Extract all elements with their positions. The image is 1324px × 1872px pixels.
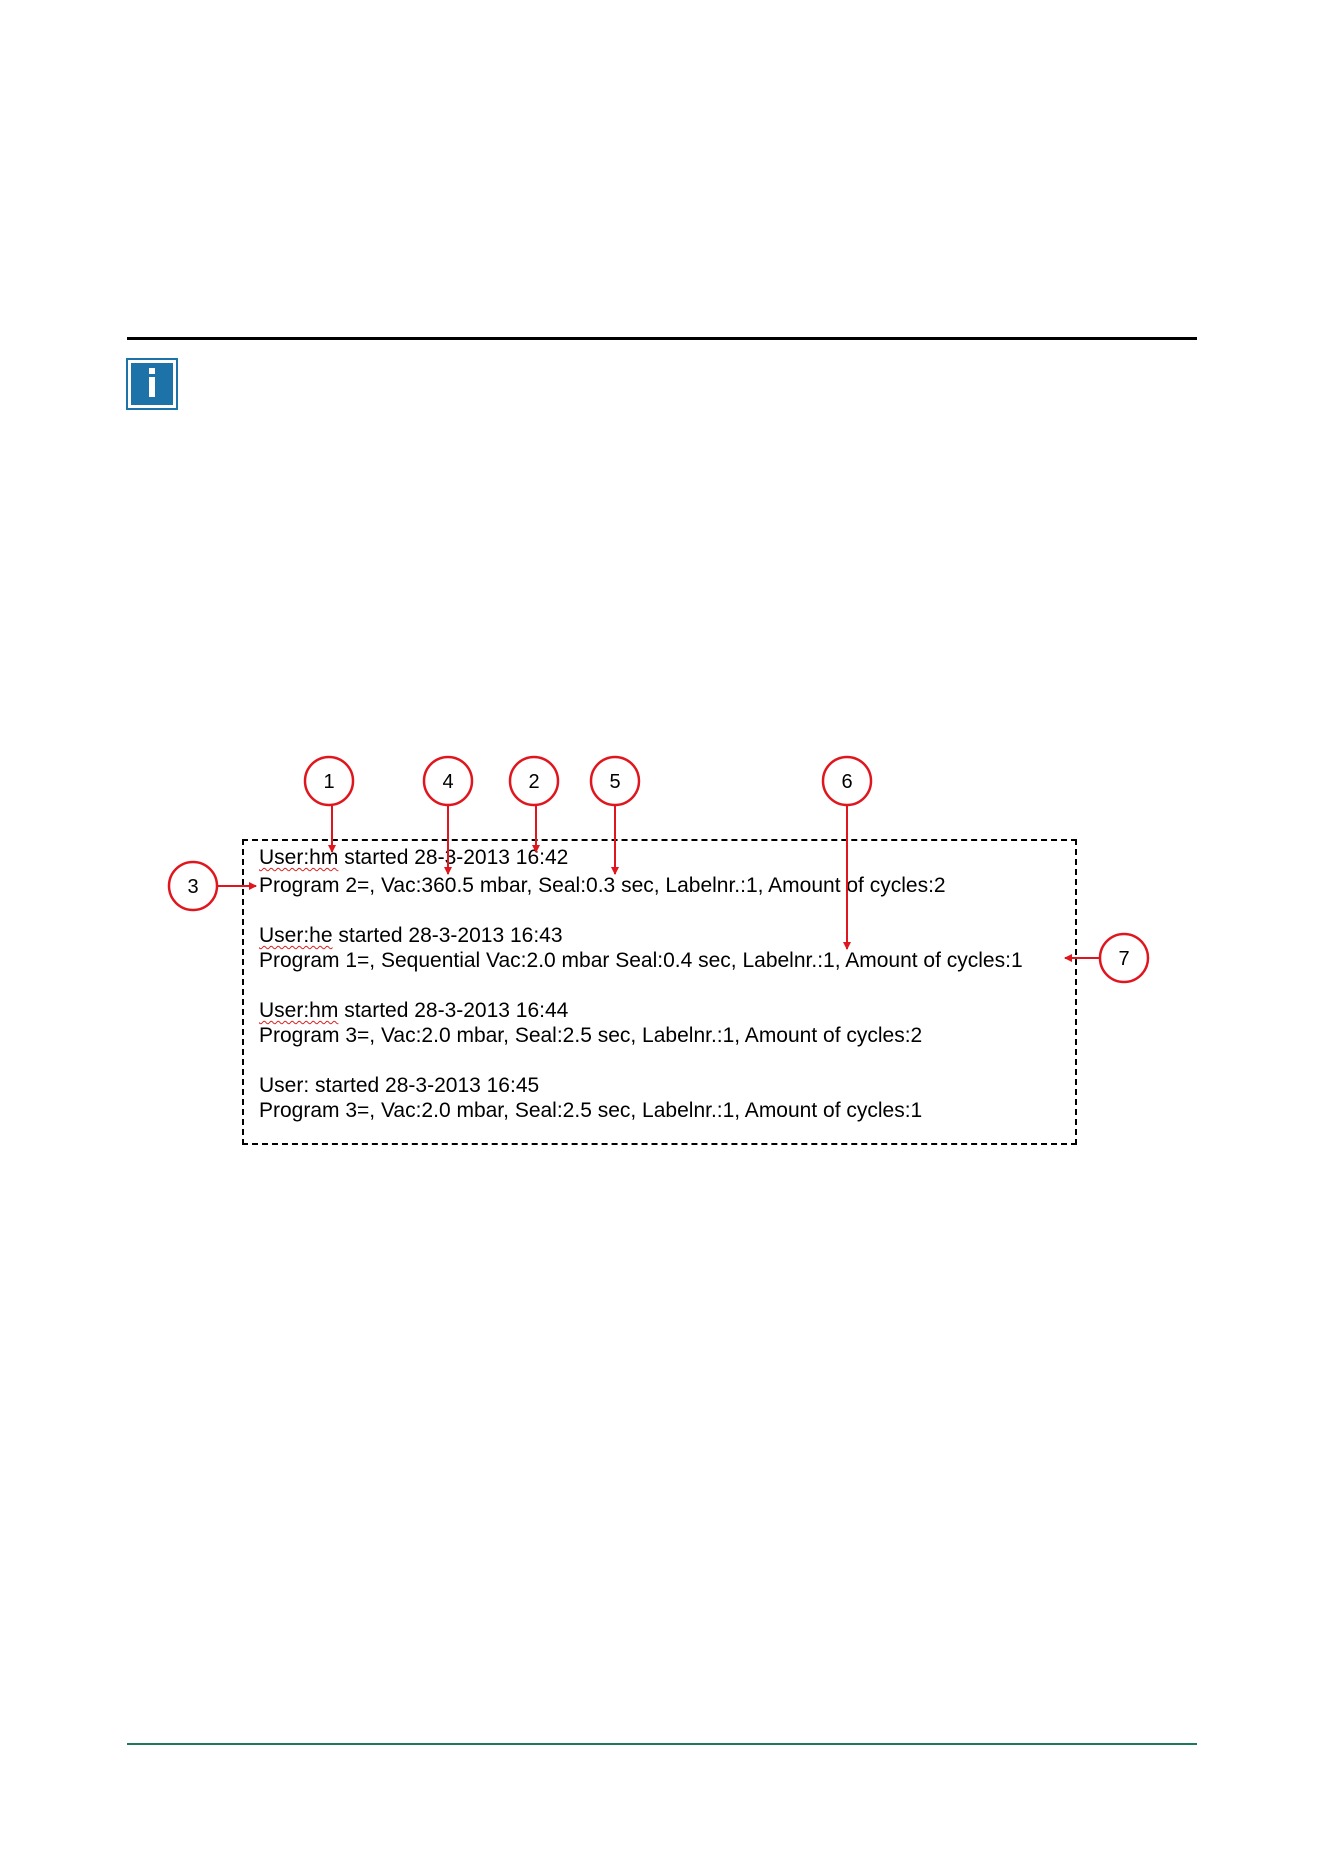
- callout-2-number: 2: [528, 771, 540, 793]
- log-entry-1-started: started 28-3-2013 16:42: [338, 846, 569, 869]
- callout-4: [424, 757, 472, 874]
- footer-rule: [127, 1743, 1197, 1745]
- callout-5: [591, 757, 639, 874]
- callout-5-number: 5: [609, 771, 621, 793]
- log-entry-3-user: User:hm: [259, 999, 339, 1022]
- callout-2: [510, 757, 558, 852]
- callout-1-number: 1: [323, 771, 335, 793]
- callout-1: [305, 757, 353, 852]
- log-entry-4-program: Program 3=, Vac:2.0 mbar, Seal:2.5 sec, Labelnr.:1, Amount of cycles:1: [259, 1099, 923, 1122]
- callout-6-number: 6: [841, 771, 853, 793]
- callout-7-number: 7: [1118, 948, 1130, 970]
- log-entry-4-user: User:: [259, 1074, 310, 1097]
- callout-6: [823, 757, 871, 949]
- log-entry-3-started: started 28-3-2013 16:44: [338, 999, 569, 1022]
- callout-4-number: 4: [442, 771, 454, 793]
- callout-3: [169, 862, 256, 910]
- log-entry-1-program: Program 2=, Vac:360.5 mbar, Seal:0.3 sec, Labelnr.:1, Amount of cycles:2: [259, 874, 946, 897]
- log-entry-3-program: Program 3=, Vac:2.0 mbar, Seal:2.5 sec, Labelnr.:1, Amount of cycles:2: [259, 1024, 923, 1047]
- log-entry-2-started: started 28-3-2013 16:43: [332, 924, 563, 947]
- log-entry-1-user: User:hm: [259, 846, 339, 869]
- callout-3-number: 3: [187, 876, 199, 898]
- log-entry-2-program: Program 1=, Sequential Vac:2.0 mbar Seal:0.4 sec, Labelnr.:1, Amount of cycles:1: [259, 949, 1023, 972]
- log-entry-2-user: User:he: [259, 924, 333, 947]
- log-entry-4-started: started 28-3-2013 16:45: [309, 1074, 540, 1097]
- callout-7: [1065, 934, 1148, 982]
